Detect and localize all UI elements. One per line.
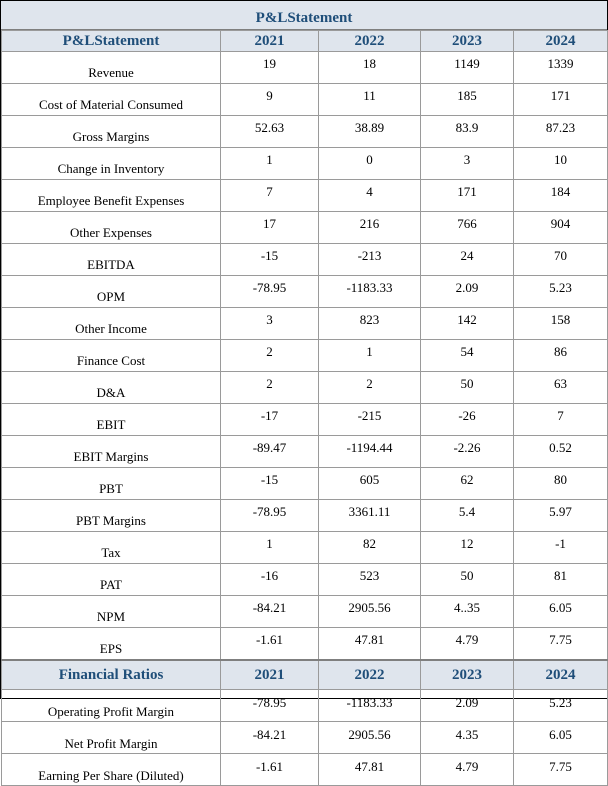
cell-value: 171 <box>421 180 514 212</box>
cell-value: 80 <box>514 468 608 500</box>
cell-value: -15 <box>221 244 319 276</box>
cell-value: 184 <box>514 180 608 212</box>
cell-value: 523 <box>319 564 421 596</box>
cell-value: 81 <box>514 564 608 596</box>
pl-table <box>1 30 608 786</box>
row-label: EBITDA <box>2 244 221 276</box>
cell-value: 19 <box>221 52 319 84</box>
cell-value: 2905.56 <box>319 596 421 628</box>
table-row <box>2 564 608 596</box>
cell-value: 86 <box>514 340 608 372</box>
cell-value: 1149 <box>421 52 514 84</box>
cell-value: 823 <box>319 308 421 340</box>
row-label: EBIT <box>2 404 221 436</box>
row-label: Gross Margins <box>2 116 221 148</box>
cell-value: 87.23 <box>514 116 608 148</box>
cell-value: 5.4 <box>421 500 514 532</box>
row-label: Change in Inventory <box>2 148 221 180</box>
cell-value: 50 <box>421 372 514 404</box>
cell-value: 83.9 <box>421 116 514 148</box>
row-label: Earning Per Share (Diluted) <box>2 754 221 786</box>
cell-value: -84.21 <box>221 722 319 754</box>
cell-value: 4..35 <box>421 596 514 628</box>
cell-value: 766 <box>421 212 514 244</box>
table-row <box>2 532 608 564</box>
row-label: Tax <box>2 532 221 564</box>
row-label: EBIT Margins <box>2 436 221 468</box>
cell-value: 1339 <box>514 52 608 84</box>
cell-value: -89.47 <box>221 436 319 468</box>
cell-value: 605 <box>319 468 421 500</box>
cell-value: 7.75 <box>514 754 608 786</box>
cell-value: 10 <box>514 148 608 180</box>
table-row <box>2 628 608 661</box>
cell-value: 7 <box>514 404 608 436</box>
table-row <box>2 84 608 116</box>
cell-value: 70 <box>514 244 608 276</box>
cell-value: 50 <box>421 564 514 596</box>
table-row <box>2 212 608 244</box>
ratios-year-header-2021: 2021 <box>221 660 319 690</box>
ratios-year-header-2024: 2024 <box>514 660 608 690</box>
row-label: OPM <box>2 276 221 308</box>
row-label: NPM <box>2 596 221 628</box>
cell-value: 142 <box>421 308 514 340</box>
cell-value: 5.97 <box>514 500 608 532</box>
cell-value: 9 <box>221 84 319 116</box>
cell-value: -17 <box>221 404 319 436</box>
cell-value: -84.21 <box>221 596 319 628</box>
cell-value: 185 <box>421 84 514 116</box>
cell-value: 5.23 <box>514 690 608 722</box>
table-row <box>2 148 608 180</box>
row-label: PBT <box>2 468 221 500</box>
cell-value: -1 <box>514 532 608 564</box>
cell-value: 54 <box>421 340 514 372</box>
cell-value: 2905.56 <box>319 722 421 754</box>
cell-value: 0 <box>319 148 421 180</box>
cell-value: 5.23 <box>514 276 608 308</box>
cell-value: 7.75 <box>514 628 608 661</box>
cell-value: -78.95 <box>221 690 319 722</box>
cell-value: 82 <box>319 532 421 564</box>
cell-value: -78.95 <box>221 276 319 308</box>
table-row <box>2 276 608 308</box>
row-label: PAT <box>2 564 221 596</box>
cell-value: -16 <box>221 564 319 596</box>
ratios-year-header-2023: 2023 <box>421 660 514 690</box>
cell-value: -15 <box>221 468 319 500</box>
row-label: Other Income <box>2 308 221 340</box>
row-label: Revenue <box>2 52 221 84</box>
cell-value: 171 <box>514 84 608 116</box>
cell-value: -215 <box>319 404 421 436</box>
cell-value: 24 <box>421 244 514 276</box>
ratios-header-row <box>2 660 608 690</box>
cell-value: 47.81 <box>319 754 421 786</box>
cell-value: 1 <box>319 340 421 372</box>
row-label: Other Expenses <box>2 212 221 244</box>
table-row <box>2 754 608 786</box>
cell-value: 1 <box>221 148 319 180</box>
year-header-2023: 2023 <box>421 31 514 52</box>
row-label: Operating Profit Margin <box>2 690 221 722</box>
table-row <box>2 404 608 436</box>
table-row <box>2 180 608 212</box>
cell-value: 12 <box>421 532 514 564</box>
cell-value: 2 <box>221 372 319 404</box>
year-header-2024: 2024 <box>514 31 608 52</box>
table-row <box>2 52 608 84</box>
cell-value: -1.61 <box>221 628 319 661</box>
table-row <box>2 436 608 468</box>
cell-value: 38.89 <box>319 116 421 148</box>
cell-value: 18 <box>319 52 421 84</box>
year-header-2021: 2021 <box>221 31 319 52</box>
cell-value: 17 <box>221 212 319 244</box>
cell-value: 62 <box>421 468 514 500</box>
cell-value: 6.05 <box>514 596 608 628</box>
cell-value: -213 <box>319 244 421 276</box>
cell-value: 7 <box>221 180 319 212</box>
table-row <box>2 468 608 500</box>
cell-value: 11 <box>319 84 421 116</box>
cell-value: 2 <box>221 340 319 372</box>
table-row <box>2 596 608 628</box>
row-label: EPS <box>2 628 221 661</box>
cell-value: 3 <box>421 148 514 180</box>
cell-value: 4 <box>319 180 421 212</box>
pl-header-row <box>2 31 608 52</box>
cell-value: 2.09 <box>421 690 514 722</box>
table-row <box>2 372 608 404</box>
cell-value: -1.61 <box>221 754 319 786</box>
cell-value: 1 <box>221 532 319 564</box>
row-label: Cost of Material Consumed <box>2 84 221 116</box>
cell-value: 2.09 <box>421 276 514 308</box>
sheet-title: P&LStatement <box>1 1 607 30</box>
cell-value: 216 <box>319 212 421 244</box>
table-row <box>2 722 608 754</box>
cell-value: 6.05 <box>514 722 608 754</box>
cell-value: -26 <box>421 404 514 436</box>
table-row <box>2 690 608 722</box>
table-row <box>2 308 608 340</box>
table-row <box>2 116 608 148</box>
cell-value: 3 <box>221 308 319 340</box>
table-row <box>2 244 608 276</box>
cell-value: -78.95 <box>221 500 319 532</box>
cell-value: 3361.11 <box>319 500 421 532</box>
row-label: PBT Margins <box>2 500 221 532</box>
cell-value: -1194.44 <box>319 436 421 468</box>
cell-value: 52.63 <box>221 116 319 148</box>
cell-value: 2 <box>319 372 421 404</box>
row-label: Employee Benefit Expenses <box>2 180 221 212</box>
cell-value: 63 <box>514 372 608 404</box>
cell-value: 0.52 <box>514 436 608 468</box>
cell-value: 47.81 <box>319 628 421 661</box>
cell-value: -2.26 <box>421 436 514 468</box>
year-header-2022: 2022 <box>319 31 421 52</box>
cell-value: 4.79 <box>421 754 514 786</box>
table-row <box>2 340 608 372</box>
cell-value: -1183.33 <box>319 690 421 722</box>
cell-value: -1183.33 <box>319 276 421 308</box>
table-row <box>2 500 608 532</box>
cell-value: 4.35 <box>421 722 514 754</box>
pl-header-label: P&LStatement <box>2 31 221 52</box>
row-label: Finance Cost <box>2 340 221 372</box>
row-label: D&A <box>2 372 221 404</box>
cell-value: 158 <box>514 308 608 340</box>
ratios-header-label: Financial Ratios <box>2 660 221 690</box>
cell-value: 4.79 <box>421 628 514 661</box>
row-label: Net Profit Margin <box>2 722 221 754</box>
ratios-year-header-2022: 2022 <box>319 660 421 690</box>
cell-value: 904 <box>514 212 608 244</box>
